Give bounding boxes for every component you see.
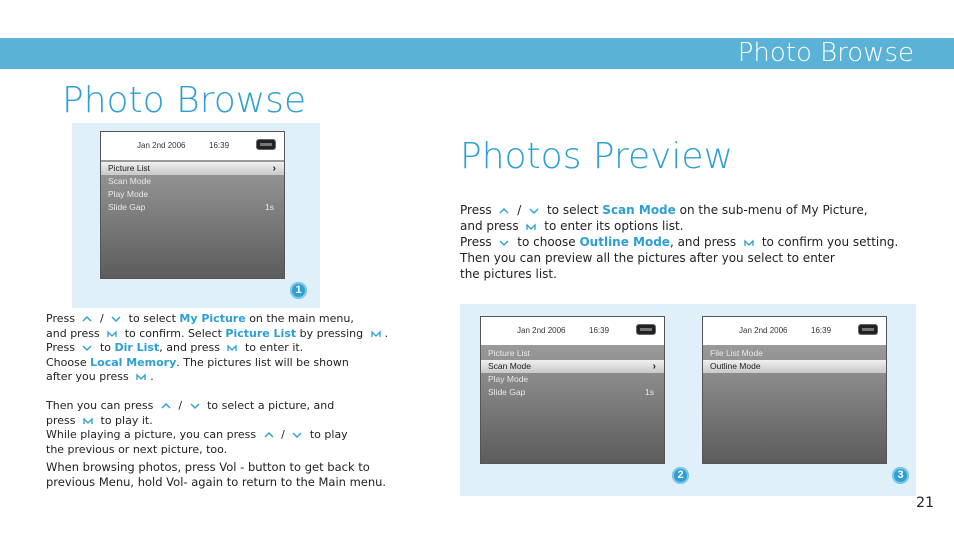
page-title: Photo Browse xyxy=(62,80,307,121)
line: Then you can preview all the pictures after you select to enter xyxy=(460,251,835,265)
menu-item-slide-gap: Slide Gap 1s xyxy=(488,387,654,397)
line: and press to confirm. Select Picture List by pressing . xyxy=(46,326,389,340)
instructions-paragraph-3 xyxy=(46,460,416,490)
step-badge-1: 1 xyxy=(290,282,307,299)
section-title: Photos Preview xyxy=(460,136,734,177)
menu-m-icon xyxy=(79,416,97,426)
menu-m-icon xyxy=(522,222,540,232)
menu-item-play-mode: Play Mode xyxy=(488,374,529,384)
battery-icon xyxy=(256,139,276,150)
menu-m-icon xyxy=(223,343,241,353)
down-arrow-icon xyxy=(525,206,543,216)
menu-m-icon xyxy=(103,329,121,339)
device-screen-2 xyxy=(480,316,665,464)
chevron-right-icon: › xyxy=(652,361,656,372)
line: While playing a picture, you can press / to play xyxy=(46,428,348,441)
menu-item-play-mode: Play Mode xyxy=(108,189,149,199)
battery-icon xyxy=(636,324,656,335)
down-arrow-icon xyxy=(186,401,204,411)
device-screen-3 xyxy=(702,316,887,464)
line: and press to enter its options list. xyxy=(460,219,684,233)
banner-title: Photo Browse xyxy=(737,38,914,68)
slide-gap-value: 1s xyxy=(265,202,274,212)
line: When browsing photos, press Vol - button to get back to xyxy=(46,460,370,474)
instructions-paragraph-2 xyxy=(46,399,406,457)
header-banner xyxy=(0,38,954,69)
screen-menu xyxy=(703,347,886,373)
line: Press to choose Outline Mode, and press to confirm you setting. xyxy=(460,235,899,249)
line: after you press . xyxy=(46,370,154,383)
screen-time: 16:39 xyxy=(589,326,610,335)
menu-item-scan-mode: Scan Mode › xyxy=(481,360,664,373)
line: previous Menu, hold Vol- again to return to the Main menu. xyxy=(46,475,387,489)
line: the pictures list. xyxy=(460,267,557,281)
menu-m-icon xyxy=(740,238,758,248)
menu-item-slide-gap: Slide Gap 1s xyxy=(108,202,274,212)
screen-menu xyxy=(101,162,284,214)
step-badge-2: 2 xyxy=(672,467,689,484)
screen-date: Jan 2nd 2006 xyxy=(517,326,566,335)
menu-item-scan-mode: Scan Mode xyxy=(108,176,151,186)
up-arrow-icon xyxy=(157,401,175,411)
preview-instructions xyxy=(460,202,930,282)
screenshot-panel-1 xyxy=(72,123,320,308)
status-bar xyxy=(101,132,284,160)
device-screen-1 xyxy=(100,131,285,279)
up-arrow-icon xyxy=(495,206,513,216)
line: Press / to select Scan Mode on the sub-menu of My Picture, xyxy=(460,203,868,217)
battery-icon xyxy=(858,324,878,335)
down-arrow-icon xyxy=(107,314,125,324)
menu-m-icon xyxy=(367,329,385,339)
screen-time: 16:39 xyxy=(811,326,832,335)
menu-item-picture-list: Picture List › xyxy=(101,162,284,175)
down-arrow-icon xyxy=(288,430,306,440)
line: Choose Local Memory. The pictures list will be shown xyxy=(46,355,349,369)
screen-time: 16:39 xyxy=(209,141,230,150)
line: Press / to select My Picture on the main menu, xyxy=(46,312,354,325)
up-arrow-icon xyxy=(260,430,278,440)
line: Press to Dir List, and press to enter it. xyxy=(46,341,304,354)
line: press to play it. xyxy=(46,413,153,427)
step-badge-3: 3 xyxy=(892,467,909,484)
chevron-right-icon: › xyxy=(272,163,276,174)
page-number: 21 xyxy=(916,495,934,511)
down-arrow-icon xyxy=(495,238,513,248)
screen-date: Jan 2nd 2006 xyxy=(739,326,788,335)
screenshot-panel-2 xyxy=(460,304,916,496)
up-arrow-icon xyxy=(78,314,96,324)
menu-item-picture-list: Picture List xyxy=(488,348,531,358)
menu-item-file-list-mode: File List Mode xyxy=(710,348,763,358)
status-bar xyxy=(481,317,664,345)
menu-item-outline-mode: Outline Mode xyxy=(703,360,886,373)
instructions-paragraph-1 xyxy=(46,312,406,385)
line: Then you can press / to select a picture, and xyxy=(46,399,335,412)
down-arrow-icon xyxy=(78,343,96,353)
screen-menu xyxy=(481,347,664,399)
status-bar xyxy=(703,317,886,345)
line: the previous or next picture, too. xyxy=(46,442,228,456)
menu-m-icon xyxy=(132,372,150,382)
screen-date: Jan 2nd 2006 xyxy=(137,141,186,150)
slide-gap-value: 1s xyxy=(645,387,654,397)
